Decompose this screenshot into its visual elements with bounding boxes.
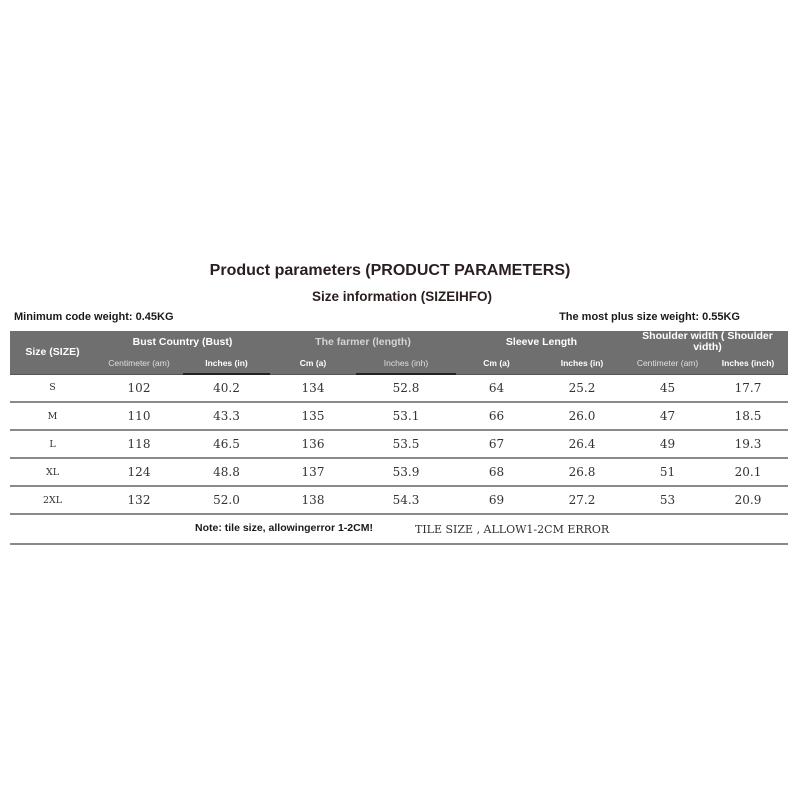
- table-cell: 137: [270, 458, 356, 486]
- table-cell: 102: [95, 374, 183, 402]
- shoulder-cm-header: Centimeter (am): [627, 353, 708, 374]
- size-cell: L: [10, 430, 95, 458]
- table-cell: 67: [456, 430, 537, 458]
- bust-inch-header: Inches (in): [183, 353, 270, 374]
- length-group-header: The farmer (length): [270, 331, 456, 353]
- size-cell: 2XL: [10, 486, 95, 514]
- size-cell: S: [10, 374, 95, 402]
- bust-group-header: Bust Country (Bust): [95, 331, 270, 353]
- table-cell: 69: [456, 486, 537, 514]
- table-cell: 68: [456, 458, 537, 486]
- min-weight-label: Minimum code weight: 0.45KG: [14, 311, 174, 323]
- max-weight-label: The most plus size weight: 0.55KG: [559, 311, 740, 323]
- table-cell: 47: [627, 402, 708, 430]
- table-cell: 134: [270, 374, 356, 402]
- bust-cm-header: Centimeter (am): [95, 353, 183, 374]
- table-cell: 66: [456, 402, 537, 430]
- note-row: [10, 515, 788, 545]
- table-cell: 110: [95, 402, 183, 430]
- table-cell: 53: [627, 486, 708, 514]
- table-cell: 135: [270, 402, 356, 430]
- table-cell: 27.2: [537, 486, 627, 514]
- table-cell: 25.2: [537, 374, 627, 402]
- page-subtitle: Size information (SIZEIHFO): [311, 289, 492, 304]
- table-cell: 64: [456, 374, 537, 402]
- shoulder-inch-header: Inches (inch): [708, 353, 788, 374]
- length-inch-header: Inches (inh): [356, 353, 456, 374]
- table-cell: 136: [270, 430, 356, 458]
- size-table: [10, 331, 788, 515]
- table-cell: 51: [627, 458, 708, 486]
- table-row: [10, 402, 788, 430]
- table-row: [10, 458, 788, 486]
- size-cell: XL: [10, 458, 95, 486]
- table-cell: 53.9: [356, 458, 456, 486]
- table-cell: 20.1: [708, 458, 788, 486]
- table-cell: 53.1: [356, 402, 456, 430]
- length-cm-header: Cm (a): [270, 353, 356, 374]
- size-table-body: [10, 374, 788, 514]
- table-cell: 49: [627, 430, 708, 458]
- table-cell: 26.4: [537, 430, 627, 458]
- table-cell: 124: [95, 458, 183, 486]
- table-row: [10, 374, 788, 402]
- table-row: [10, 486, 788, 514]
- table-cell: 46.5: [183, 430, 270, 458]
- table-cell: 138: [270, 486, 356, 514]
- table-cell: 19.3: [708, 430, 788, 458]
- table-cell: 17.7: [708, 374, 788, 402]
- table-cell: 18.5: [708, 402, 788, 430]
- sleeve-cm-header: Cm (a): [456, 353, 537, 374]
- table-cell: 48.8: [183, 458, 270, 486]
- table-cell: 53.5: [356, 430, 456, 458]
- table-cell: 20.9: [708, 486, 788, 514]
- sleeve-group-header: Sleeve Length: [456, 331, 627, 353]
- note-text-english: TILE SIZE , ALLOW1-2CM ERROR: [415, 523, 610, 536]
- table-cell: 54.3: [356, 486, 456, 514]
- table-cell: 132: [95, 486, 183, 514]
- table-cell: 52.0: [183, 486, 270, 514]
- page-title: Product parameters (PRODUCT PARAMETERS): [209, 262, 571, 279]
- shoulder-group-header: Shoulder width ( Shoulder vidth): [627, 331, 788, 353]
- table-cell: 45: [627, 374, 708, 402]
- table-cell: 43.3: [183, 402, 270, 430]
- table-cell: 26.8: [537, 458, 627, 486]
- table-cell: 52.8: [356, 374, 456, 402]
- note-text: Note: tile size, allowingerror 1-2CM!: [195, 522, 373, 534]
- size-cell: M: [10, 402, 95, 430]
- table-cell: 118: [95, 430, 183, 458]
- table-row: [10, 430, 788, 458]
- table-cell: 26.0: [537, 402, 627, 430]
- table-cell: 40.2: [183, 374, 270, 402]
- size-column-header: Size (SIZE): [10, 331, 95, 374]
- sleeve-inch-header: Inches (in): [537, 353, 627, 374]
